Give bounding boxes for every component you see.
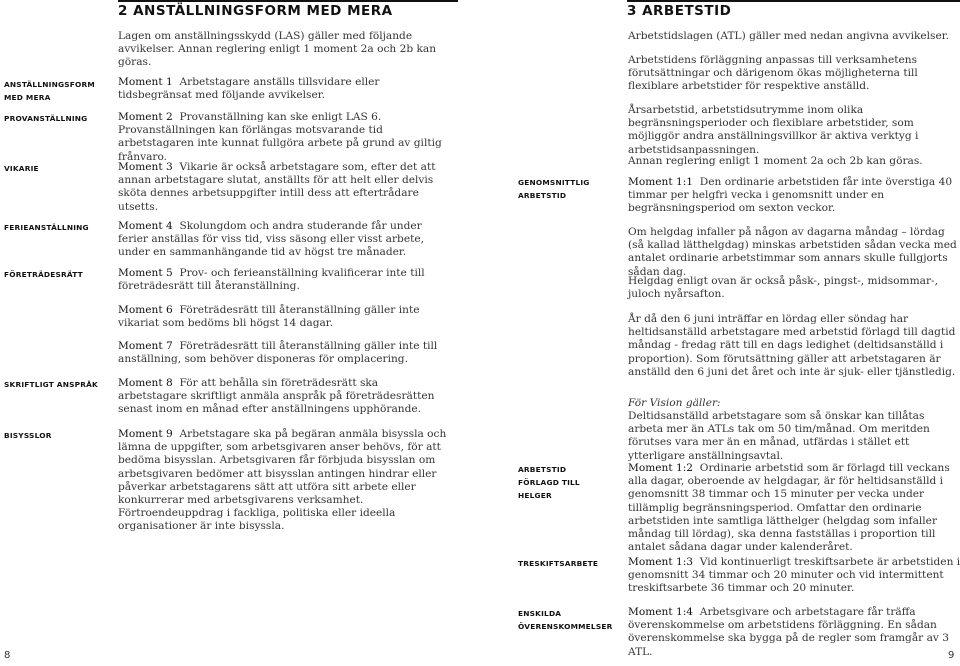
moment-9-label: Moment 9 — [118, 428, 173, 440]
moment-7-text: Företrädesrätt till återanställning gäller inte till anställning, som behöver disponeras för omplacering. — [118, 340, 438, 366]
right-page-heading: 3 ARBETSTID — [627, 3, 732, 19]
moment-2-paragraph — [118, 111, 448, 164]
sidebar-label-genomsnittlig-arbetstid: GENOMSNITTLIG ARBETSTID — [518, 178, 590, 200]
sidebar-label-anstallningsform: ANSTÄLLNINGSFORM MED MERA — [4, 80, 95, 102]
moment-1-1-label: Moment 1:1 — [628, 176, 694, 188]
moment-1-4-label: Moment 1:4 — [628, 606, 694, 618]
left-page-heading: 2 ANSTÄLLNINGSFORM MED MERA — [118, 3, 393, 19]
moment-8-label: Moment 8 — [118, 377, 173, 389]
sidebar-label-arbetstid-helger: ARBETSTID FÖRLAGD TILL HELGER — [518, 465, 580, 500]
moment-1-paragraph — [118, 76, 448, 102]
moment-1-3-text: Vid kontinuerligt treskiftsarbete är arbetstiden i genomsnitt 34 timmar och 20 minuter och vid intermittent treskiftsarbete 36 timmar och 20 minuter. — [628, 556, 960, 595]
right-heading-rule — [627, 0, 960, 2]
sidebar-label-vikarie: VIKARIE — [4, 164, 39, 173]
right-page-number: 9 — [948, 650, 955, 661]
moment-9-text: Arbetstagare ska på begäran anmäla bisyssla och lämna de uppgifter, som arbetsgivaren anser behövs, för att bedöma bisysslan. Arbetsgivaren får förbjuda bisysslan om arbetsgivaren bedömer att bisysslan antingen hindrar eller påverkar arbetstagarens sätt att utföra sitt arbete eller konkurrerar med arbetsgivarens verksamhet. Förtroendeuppdrag i fackliga, politiska eller ideella organisationer är inte bisyssla. — [118, 428, 447, 533]
right-paragraph-atl: Arbetstidslagen (ATL) gäller med nedan angivna avvikelser. — [628, 30, 950, 42]
right-paragraph-forlaggning: Arbetstidens förläggning anpassas till verksamhetens förutsättningar och därigenom ökas möjligheterna till flexiblare arbetstider för respektive anställd. — [628, 54, 918, 93]
right-paragraph-lattheldag: Om helgdag infaller på någon av dagarna måndag – lördag (så kallad lätthelgdag) minskas arbetstiden sådan vecka med antalet ordinarie arbetstimmar som annars skulle fullgjorts sådan dag. — [628, 226, 957, 278]
moment-2-label: Moment 2 — [118, 111, 173, 123]
moment-7-label: Moment 7 — [118, 340, 173, 352]
moment-1-3-label: Moment 1:3 — [628, 556, 694, 568]
moment-2-text: Provanställning kan ske enligt LAS 6. Provanställningen kan förlängas motsvarande tid arbetstagaren inte kunnat fullgöra arbete på grund av giltig frånvaro. — [118, 111, 442, 163]
sidebar-label-treskiftsarbete: TRESKIFTSARBETE — [518, 559, 599, 568]
sidebar-label-provanstallning: PROVANSTÄLLNING — [4, 114, 88, 123]
moment-4-label: Moment 4 — [118, 220, 173, 232]
moment-1-3-paragraph — [628, 556, 960, 596]
sidebar-label-foretradesratt: FÖRETRÄDESRÄTT — [4, 270, 83, 279]
moment-8-paragraph — [118, 377, 448, 417]
vision-paragraph: Deltidsanställd arbetstagare som så önskar kan tillåtas arbeta mer än ATLs tak om 50 tim/månad. Om meritden förutses vara mer än en månad, utfärdas i stället ett ytterligare anställningsavtal. — [628, 410, 930, 462]
moment-1-2-paragraph — [628, 462, 960, 554]
sidebar-label-ferieanstallning: FERIEANSTÄLLNING — [4, 223, 89, 232]
moment-5-text: Prov- och ferieanställning kvalificerar inte till företrädesrätt till återanställning. — [118, 267, 425, 293]
left-page-number: 8 — [4, 650, 11, 661]
moment-6-label: Moment 6 — [118, 304, 173, 316]
moment-5-paragraph — [118, 267, 448, 293]
moment-1-2-label: Moment 1:2 — [628, 462, 694, 474]
moment-6-paragraph — [118, 304, 448, 330]
moment-7-paragraph — [118, 340, 448, 366]
sidebar-label-enskilda-overenskommelser: ENSKILDA ÖVERENSKOMMELSER — [518, 609, 613, 631]
right-paragraph-helgdag: Helgdag enligt ovan är också påsk-, pingst-, midsommar-, juloch nyårsafton. — [628, 275, 938, 301]
moment-1-2-text: Ordinarie arbetstid som är förlagd till veckans alla dagar, oberoende av helgdagar, är för heltidsanställd i genomsnitt 38 timmar och 15 minuter per vecka under tillämplig begränsningsperiod. Omfattar den ordinarie arbetstiden inte samtliga lätthelger (helgdag som infaller måndag till lördag), ska denna fastställas i proportion till antalet sådana dagar under kalenderåret. — [628, 462, 950, 554]
moment-1-4-paragraph — [628, 606, 960, 659]
moment-4-text: Skolungdom och andra studerande får under ferier anställas för viss tid, viss säsong eller visst arbete, under en sammanhängande tid av högst tre månader. — [118, 220, 424, 259]
moment-3-text: Vikarie är också arbetstagare som, efter det att annan arbetstagare slutat, anställts för att helt eller delvis sköta dennes arbetsuppgifter intill dess att eftertrådare utsetts. — [118, 161, 436, 213]
moment-1-1-text: Den ordinarie arbetstiden får inte överstiga 40 timmar per helgfri vecka i genomsnitt under en begränsningsperiod om sexton veckor. — [628, 176, 953, 215]
moment-9-paragraph — [118, 428, 448, 534]
sidebar-label-skriftligt-ansprak: SKRIFTLIGT ANSPRÅK — [4, 380, 98, 389]
moment-3-paragraph — [118, 161, 448, 214]
moment-1-4-text: Arbetsgivare och arbetstagare får träffa överenskommelse om arbetstidens förläggning. En sådan överenskommelse ska bygga på de regler som framgår av 3 ATL. — [628, 606, 949, 658]
moment-1-1-paragraph — [628, 176, 960, 216]
right-paragraph-6-juni: År då den 6 juni inträffar en lördag eller söndag har heltidsanställd arbetstagare med arbetstid förlagd till dagtid måndag - fredag rätt till en dags ledighet (deltidsanställd i proportion). Som förutsättning gäller att arbetstagaren är anställd den 6 juni det året och inte är sjuk- eller tjänstledig. — [628, 313, 956, 378]
moment-6-text: Företrädesrätt till återanställning gäller inte vikariat som bedöms bli högst 14 dagar. — [118, 304, 420, 330]
moment-8-text: För att behålla sin företrädesrätt ska arbetstagare skriftligt anmäla anspråk på företrädesrätten senast inom en månad efter anställningens upphörande. — [118, 377, 435, 416]
moment-5-label: Moment 5 — [118, 267, 173, 279]
sidebar-label-bisysslor: BISYSSLOR — [4, 431, 52, 440]
moment-4-paragraph — [118, 220, 448, 260]
moment-1-text: Arbetstagare anställs tillsvidare eller tidsbegränsat med följande avvikelser. — [118, 76, 380, 102]
right-paragraph-arsarbetstid: Årsarbetstid, arbetstidsutrymme inom olika begränsningsperioder och flexiblare arbetstider, som möjliggör andra anställningsvillkor är aktiva verktyg i arbetstidsanpassningen. — [628, 104, 919, 156]
right-paragraph-annan-reglering: Annan reglering enligt 1 moment 2a och 2b kan göras. — [628, 155, 923, 167]
vision-label: För Vision gäller: — [628, 397, 721, 409]
moment-1-label: Moment 1 — [118, 76, 173, 88]
left-intro-paragraph: Lagen om anställningsskydd (LAS) gäller med följande avvikelser. Annan reglering enligt 1 moment 2a och 2b kan göras. — [118, 30, 437, 69]
moment-3-label: Moment 3 — [118, 161, 173, 173]
left-heading-rule — [118, 0, 458, 2]
